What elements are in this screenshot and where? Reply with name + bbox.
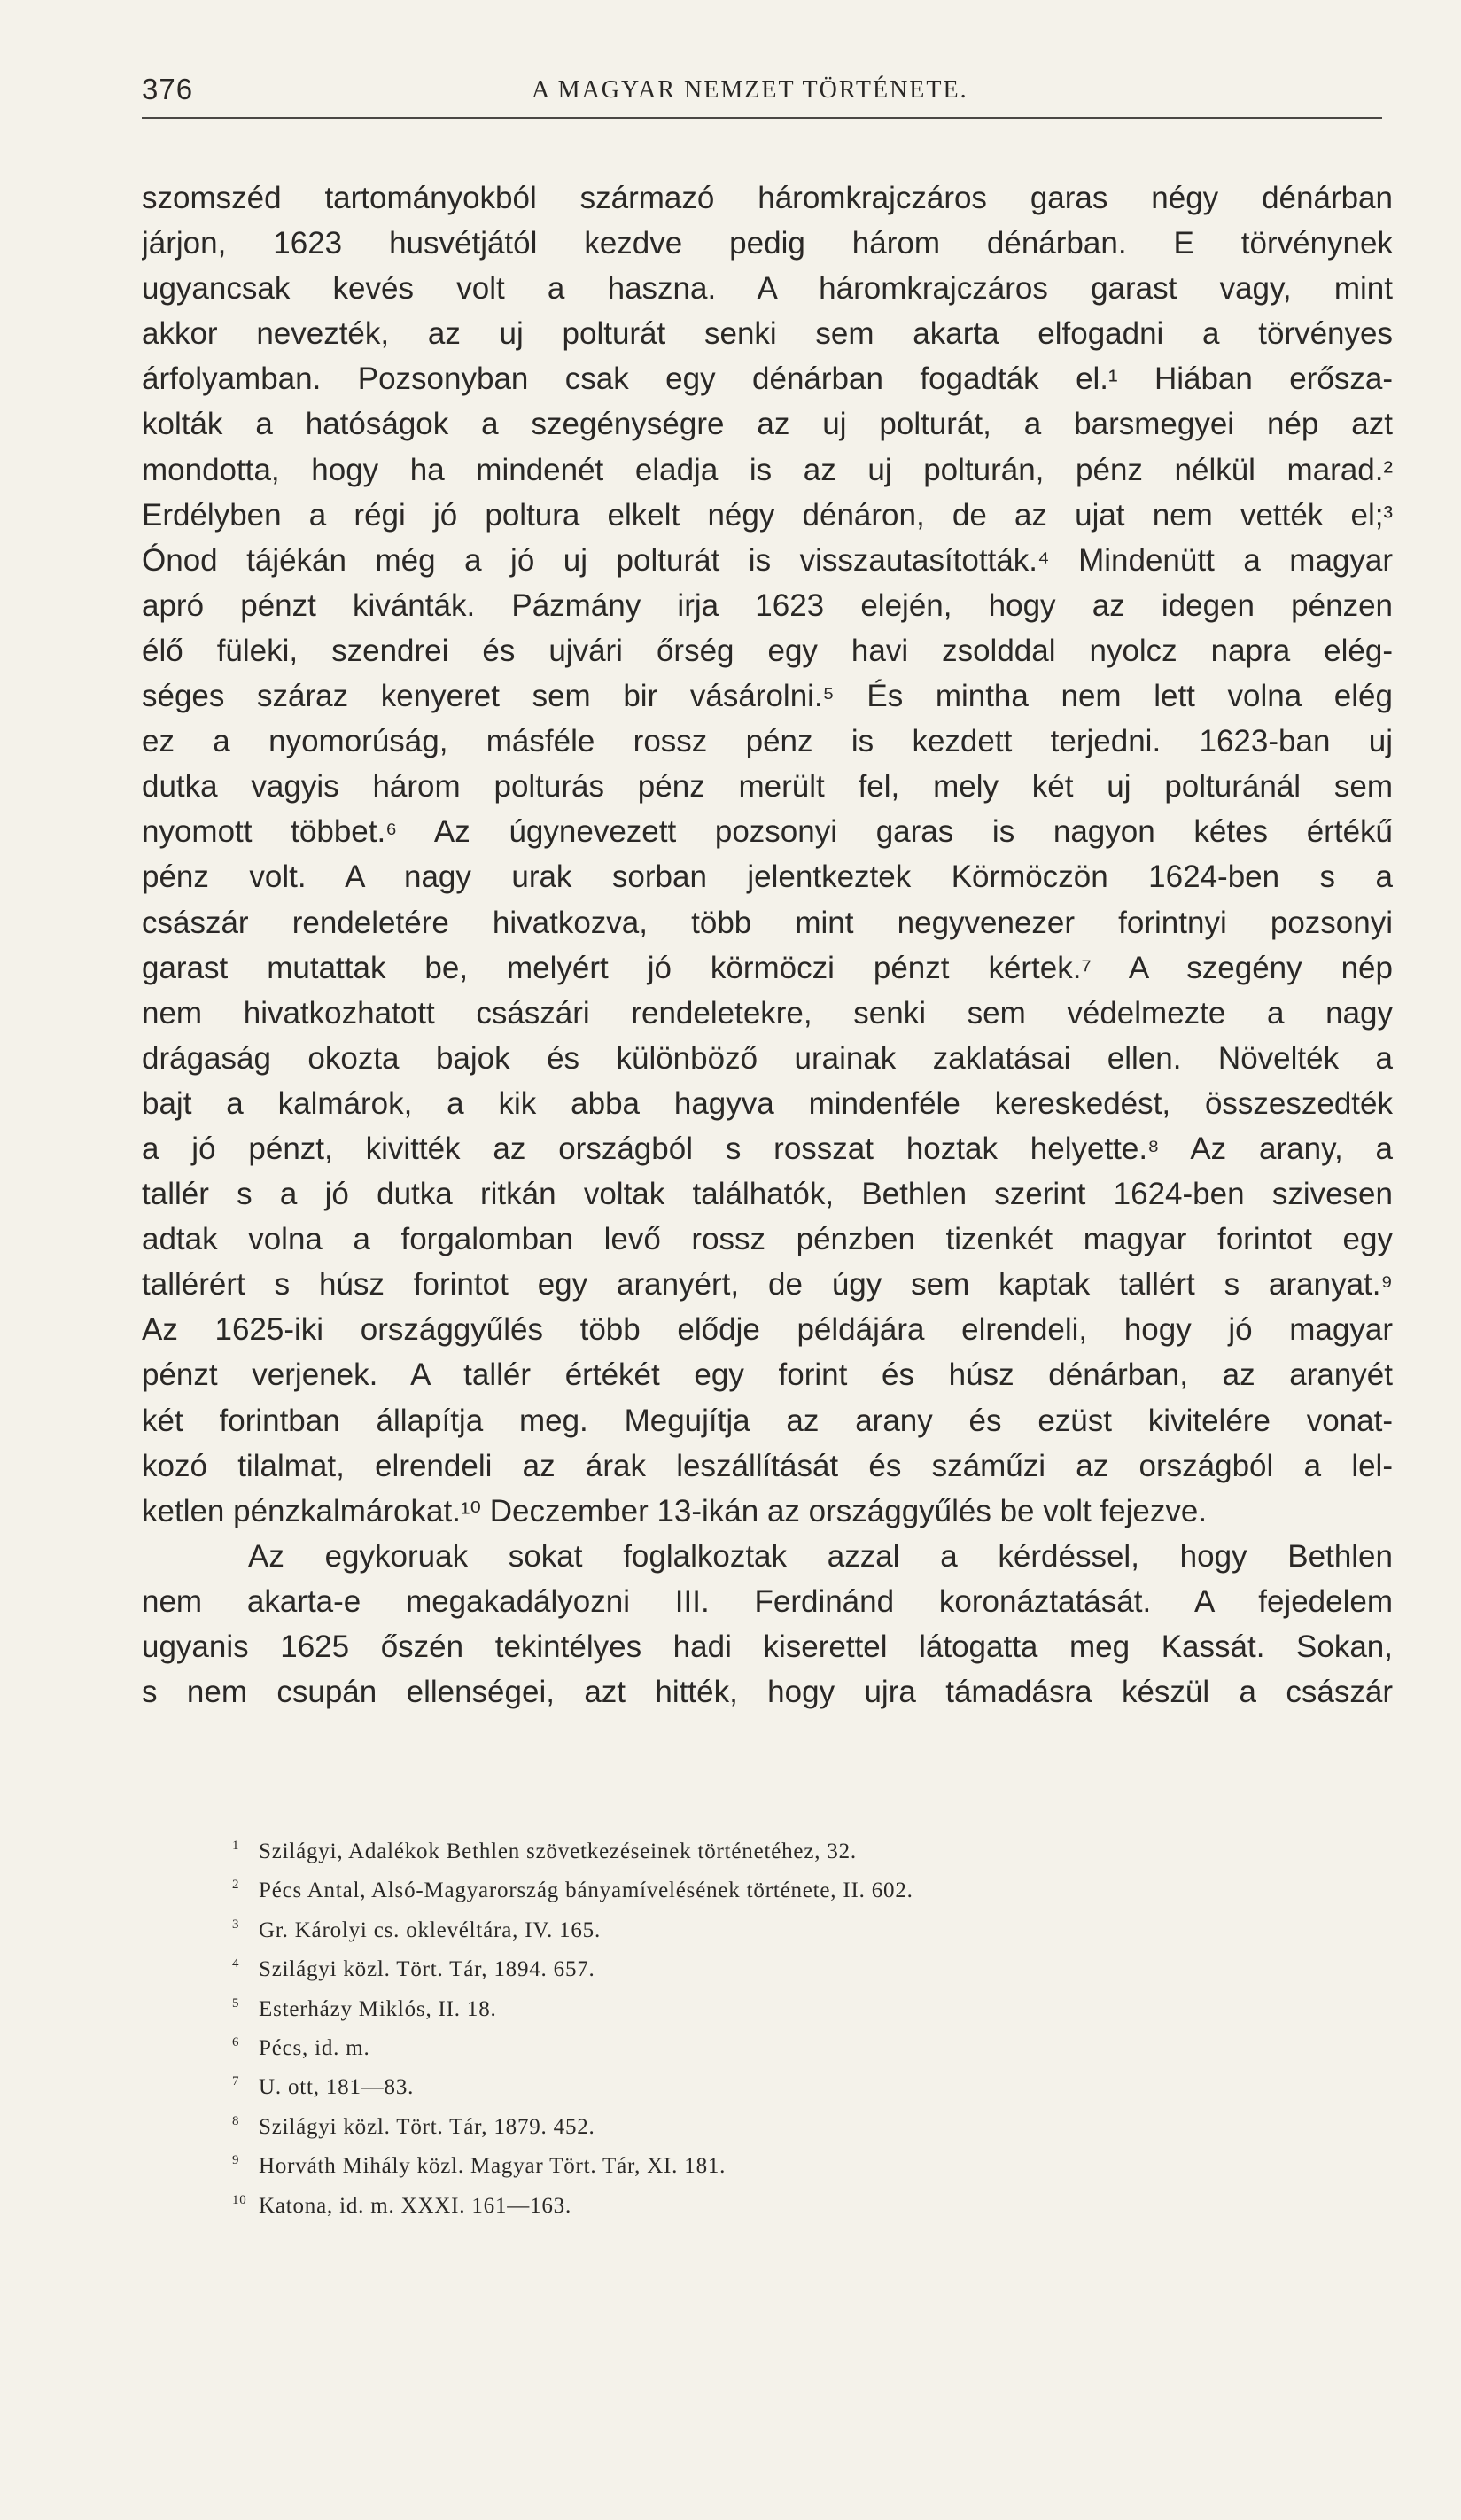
body-line: nem akarta-e megakadályozni III. Ferdinánd koronáztatását. A fejedelem <box>142 1583 1393 1619</box>
body-line: Erdélyben a régi jó poltura elkelt négy dénáron, de az ujat nem vették el;³ <box>142 497 1393 533</box>
body-line: élő füleki, szendrei és ujvári őrség egy havi zsolddal nyolcz napra elég- <box>142 633 1393 668</box>
footnote-number: 3 <box>232 1917 240 1932</box>
footnote <box>232 2187 1295 2226</box>
body-line: pénz volt. A nagy urak sorban jelentkeztek Körmöczön 1624-ben s a <box>142 859 1393 895</box>
footnote <box>232 1950 1295 1989</box>
running-title: A MAGYAR NEMZET TÖRTÉNETE. <box>532 76 968 104</box>
footnote-text: Gr. Károlyi cs. oklevéltára, IV. 165. <box>259 1917 601 1942</box>
body-line: bajt a kalmárok, a kik abba hagyva mindenféle kereskedést, összeszedték <box>142 1085 1393 1121</box>
footnote <box>232 2147 1295 2186</box>
body-line: ez a nyomorúság, másféle rossz pénz is kezdett terjedni. 1623-ban uj <box>142 724 1393 759</box>
body-line: ugyanis 1625 őszén tekintélyes hadi kiserettel látogatta meg Kassát. Sokan, <box>142 1629 1393 1664</box>
body-line: kolták a hatóságok a szegénységre az uj polturát, a barsmegyei nép azt <box>142 407 1393 442</box>
footnote-reference: ¹⁰ <box>460 1495 482 1528</box>
body-text <box>142 175 1393 1715</box>
body-line: akkor nevezték, az uj polturát senki sem akarta elfogadni a törvényes <box>142 316 1393 352</box>
body-line: s nem csupán ellenségei, azt hitték, hogy ujra támadásra készül a császár <box>142 1675 1393 1710</box>
body-line: tallér s a jó dutka ritkán voltak találhatók, Bethlen szerint 1624-ben szivesen <box>142 1177 1393 1212</box>
body-line: ketlen pénzkalmárokat.¹⁰ Deczember 13-ikán az országgyűlés be volt fejezve. <box>142 1493 1208 1528</box>
body-line: adtak volna a forgalomban levő rossz pénzben tizenkét magyar forintot egy <box>142 1222 1393 1257</box>
body-line: dutka vagyis három polturás pénz merült fel, mely két uj polturánál sem <box>142 769 1393 805</box>
body-line: két forintban állapítja meg. Megujítja az arany és ezüst kivitelére vonat- <box>142 1403 1393 1438</box>
footnote <box>232 2108 1295 2147</box>
footnote-number: 7 <box>232 2074 240 2089</box>
footnotes <box>232 1832 1295 2226</box>
body-line: szomszéd tartományokból származó háromkrajczáros garas négy dénárban <box>142 181 1393 215</box>
footnote-reference: ⁷ <box>1081 952 1092 984</box>
body-line: ugyancsak kevés volt a haszna. A háromkrajczáros garast vagy, mint <box>142 271 1393 307</box>
footnote-reference: ⁹ <box>1380 1269 1393 1302</box>
footnote-text: U. ott, 181—83. <box>259 2075 415 2100</box>
footnote-number: 6 <box>232 2034 240 2049</box>
body-line: séges száraz kenyeret sem bir vásárolni.⁵ És mintha nem lett volna elég <box>142 679 1393 714</box>
footnote-number: 1 <box>232 1839 240 1853</box>
body-line: a jó pénzt, kivitték az országból s rosszat hoztak helyette.⁸ Az arany, a <box>142 1131 1393 1166</box>
body-line: árfolyamban. Pozsonyban csak egy dénárban fogadták el.¹ Hiában erősza- <box>142 362 1393 397</box>
body-line: tallérért s húsz forintot egy aranyért, de úgy sem kaptak tallért s aranyat.⁹ <box>142 1267 1393 1303</box>
footnote <box>232 1911 1295 1950</box>
footnote-reference: ⁵ <box>822 681 835 713</box>
footnote-number: 2 <box>232 1878 240 1893</box>
body-line: apró pénzt kivánták. Pázmány irja 1623 elején, hogy az idegen pénzen <box>142 587 1393 623</box>
footnote-reference: ¹ <box>1108 363 1118 396</box>
footnote-text: Szilágyi közl. Tört. Tár, 1894. 657. <box>259 1957 595 1982</box>
footnote-reference: ⁶ <box>385 816 398 849</box>
body-line: garast mutattak be, melyért jó körmöczi pénzt kértek.⁷ A szegény nép <box>142 950 1393 985</box>
footnote-number: 9 <box>232 2153 240 2168</box>
footnote-number: 5 <box>232 1995 240 2011</box>
paragraph-first-line: Az egykoruak sokat foglalkoztak azzal a kérdéssel, hogy Bethlen <box>248 1538 1393 1574</box>
body-line: Ónod tájékán még a jó uj polturát is visszautasították.⁴ Mindenütt a magyar <box>142 542 1393 578</box>
footnote-number: 10 <box>232 2192 247 2207</box>
body-line: kozó tilalmat, elrendeli az árak leszállítását és száműzi az országból a lel- <box>142 1448 1393 1483</box>
footnote-text: Szilágyi, Adalékok Bethlen szövetkezéseinek történetéhez, 32. <box>259 1839 857 1863</box>
footnote-number: 4 <box>232 1956 240 1972</box>
footnote-text: Pécs, id. m. <box>259 2035 370 2060</box>
body-line: Az 1625-iki országgyűlés több elődje példájára elrendeli, hogy jó magyar <box>142 1312 1393 1348</box>
footnote-reference: ⁴ <box>1037 544 1050 577</box>
footnote <box>232 1990 1295 2029</box>
footnote-reference: ⁸ <box>1147 1132 1160 1165</box>
footnote <box>232 2068 1295 2107</box>
footnote-text: Esterházy Miklós, II. 18. <box>259 1996 497 2021</box>
body-line: mondotta, hogy ha mindenét eladja is az uj polturán, pénz nélkül marad.² <box>142 452 1393 487</box>
body-line: drágaság okozta bajok és különböző urainak zaklatásai ellen. Növelték a <box>142 1040 1393 1076</box>
footnote-reference: ² <box>1383 454 1393 486</box>
footnote <box>232 1871 1295 1910</box>
page-number: 376 <box>142 73 194 105</box>
footnote-text: Horváth Mihály közl. Magyar Tört. Tár, XI. 181. <box>259 2154 727 2179</box>
footnote-text: Katona, id. m. XXXI. 161—163. <box>259 2193 572 2218</box>
footnote-number: 8 <box>232 2113 240 2128</box>
footnote-text: Szilágyi közl. Tört. Tár, 1879. 452. <box>259 2114 595 2139</box>
body-line: járjon, 1623 husvétjától kezdve pedig három dénárban. E törvénynek <box>142 226 1393 261</box>
footnote <box>232 1832 1295 1871</box>
body-line: pénzt verjenek. A tallér értékét egy forint és húsz dénárban, az aranyét <box>142 1357 1393 1393</box>
body-line: nem hivatkozhatott császári rendeletekre, senki sem védelmezte a nagy <box>142 995 1393 1031</box>
footnote <box>232 2029 1295 2068</box>
footnote-text: Pécs Antal, Alsó-Magyarország bányamívelésének története, II. 602. <box>259 1878 913 1903</box>
footnote-reference: ³ <box>1383 499 1393 532</box>
running-header <box>142 73 1382 119</box>
body-line: nyomott többet.⁶ Az úgynevezett pozsonyi garas is nagyon kétes értékű <box>142 814 1393 850</box>
body-line: császár rendeletére hivatkozva, több mint negyvenezer forintnyi pozsonyi <box>142 905 1393 940</box>
